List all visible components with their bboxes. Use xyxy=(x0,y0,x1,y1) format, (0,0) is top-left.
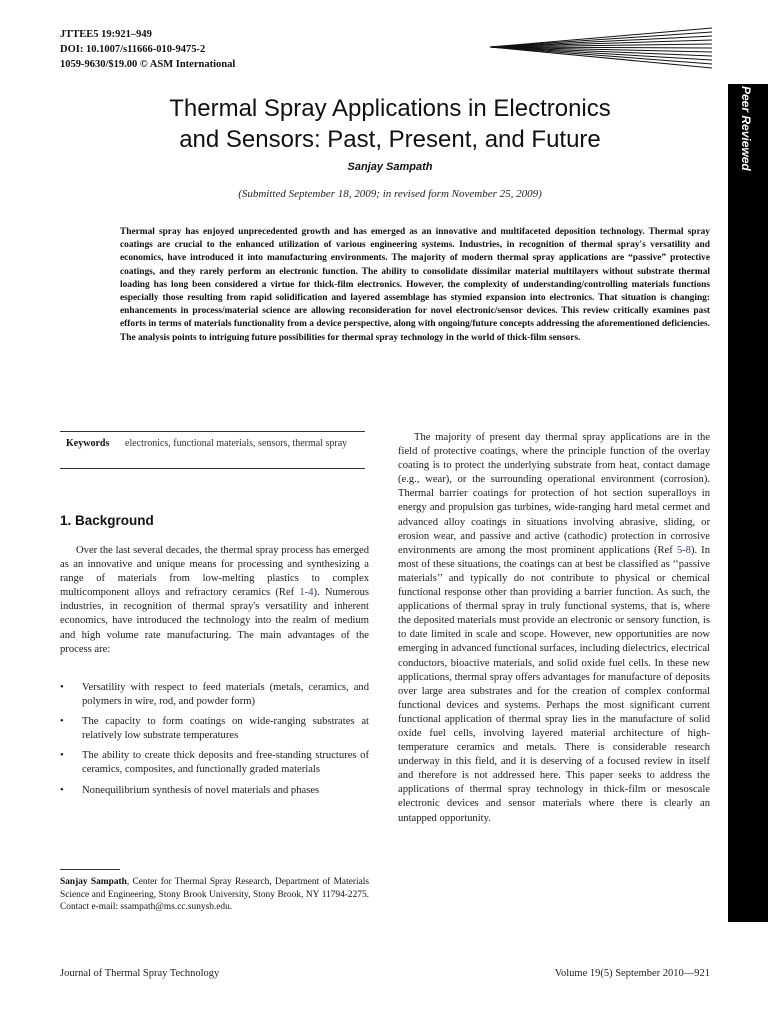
footnote-rule xyxy=(60,869,120,870)
footnote-text: , Center for Thermal Spray Research, Department of Materials Science and Engineering, Stony Brook University, Stony Brook, NY 11794-2275. Contact e-mail: ssampath@ms.cc.sunysb.edu. xyxy=(60,877,369,913)
keywords-box xyxy=(60,431,365,469)
issn-copyright: 1059-9630/$19.00 © ASM International xyxy=(60,59,236,70)
list-item: • The capacity to form coatings on wide-ranging substrates at relatively low substrate temperatures xyxy=(60,716,369,742)
bullet-icon: • xyxy=(60,716,64,728)
journal-code: JTTEE5 19:921–949 xyxy=(60,29,152,40)
list-item: • Nonequilibrium synthesis of novel materials and phases xyxy=(60,784,369,798)
journal-lines-logo xyxy=(490,26,712,70)
bullet-icon: • xyxy=(60,784,64,796)
abstract: Thermal spray has enjoyed unprecedented growth and has emerged as an innovative and multifaceted deposition technology. Thermal spray coatings are crucial to the enhanced utilization of various engineering systems. Industries, in recognition of thermal spray's versatility and economics, have introduced it into manufacturing environments. The majority of modern thermal spray applications are “passive” protective coatings, and they rarely perform an electronic function. The ability to consolidate dissimilar material multilayers without substrate thermal loading has long been considered a virtue for thick-film electronics. However, the complexity of understanding/controlling materials functions especially those resulting from rapid solidification and layered assemblage has stymied expansion into electronics. That situation is changing: enhancements in process/material science are allowing reconsideration for novel electronic/sensor devices. This review critically examines past efforts in terms of materials functionality from a device perspective, along with ongoing/future concepts addressing the aforementioned deficiencies. The analysis points to intriguing future possibilities for thermal spray technology in the world of thick-film sensors. xyxy=(120,227,710,343)
bullet-icon: • xyxy=(60,750,64,762)
footnote-author: Sanjay Sampath xyxy=(60,877,127,887)
section-heading-background: 1. Background xyxy=(60,513,154,528)
background-paragraph xyxy=(60,544,369,657)
right-text-a: The majority of present day thermal spray applications are in the field of protective coatings, where the principle function of the overlay coating is to protect the underlying substrate from heat, contact damage (e.g., wear), or the surrounding operational environment (corrosion). Thermal barrier coatings for protection of hot section superalloys in energy and propulsion gas turbines, wide-ranging hard metal cermet and advanced alloy coatings in situations involving abrasive, sliding, or erosion wear, and passive and active (cathodic) protection in corrosive environments are among the most prominent applications (Ref xyxy=(398,432,710,556)
title-line-2: and Sensors: Past, Present, and Future xyxy=(179,126,601,153)
right-text-b: ). In most of these situations, the coatings can at best be classified as ‘‘passive materials’’ and typically do not contribute to physical or chemical functional response other than providing a barrier function. As such, the applications of thermal spray in truly functional systems, that is, where the deposited materials must provide an electronic or sensory function, is to date limited in scale and scope. However, new opportunities are now emerging in advanced functional surfaces, including dielectrics, electrical conductors, bioactive materials, and solid oxide fuel cells. In these new applications, thermal spray offers advantages for manufacture of deposits over large area substrates and for the creation of complex conformal functional devices and systems. Perhaps the most significant current functional application of thermal spray lies in the manufacture of solid oxide fuel cells, involving layered material architecture of high-temperature ceramics and metals. There is considerable research underway in this field, and it is deserving of a focused review in itself and therefore is not addressed here. This paper seeks to address the applications of thermal spray technology in thick-film or mesoscale electronic devices and sensor materials where there is clearly an untapped opportunity. xyxy=(398,544,710,824)
list-item: • Versatility with respect to feed materials (metals, ceramics, and polymers in wire, rod, and powder form) xyxy=(60,682,369,708)
reference-link[interactable]: 5-8 xyxy=(676,544,691,556)
paper-title xyxy=(70,93,710,155)
keywords-text: electronics, functional materials, sensors, thermal spray xyxy=(125,438,348,449)
title-line-1: Thermal Spray Applications in Electronics xyxy=(169,95,611,122)
footer-volume: Volume 19(5) September 2010—921 xyxy=(554,968,710,979)
author: Sanjay Sampath xyxy=(347,161,433,173)
footer-journal: Journal of Thermal Spray Technology xyxy=(60,968,220,979)
right-column-paragraph xyxy=(398,431,710,826)
doi: DOI: 10.1007/s11666-010-9475-2 xyxy=(60,44,206,55)
keywords-label: Keywords xyxy=(66,438,110,449)
reference-link[interactable]: 1-4 xyxy=(299,587,314,599)
background-text-b: ). Numerous industries, in recognition of thermal spray's versatility and inherent economics, have introduced the technology into the realm of medium and high volume rate manufacturing. The main advantages of the process are: xyxy=(60,587,369,655)
list-item: • The ability to create thick deposits and free-standing structures of ceramics, composites, and functionally graded materials xyxy=(60,750,369,776)
side-bar xyxy=(728,84,768,922)
author-affiliation-footnote xyxy=(60,876,369,914)
advantages-list xyxy=(60,681,369,804)
submission-dates: (Submitted September 18, 2009; in revised form November 25, 2009) xyxy=(238,188,542,200)
peer-reviewed-label: Peer Reviewed xyxy=(739,86,753,171)
bullet-icon: • xyxy=(60,682,64,693)
background-text-a: Over the last several decades, the thermal spray process has emerged as an innovative and unique means for processing and synthesizing a range of materials from low-melting plastics to complex multicomponent alloys and refractory ceramics (Ref xyxy=(60,545,369,599)
